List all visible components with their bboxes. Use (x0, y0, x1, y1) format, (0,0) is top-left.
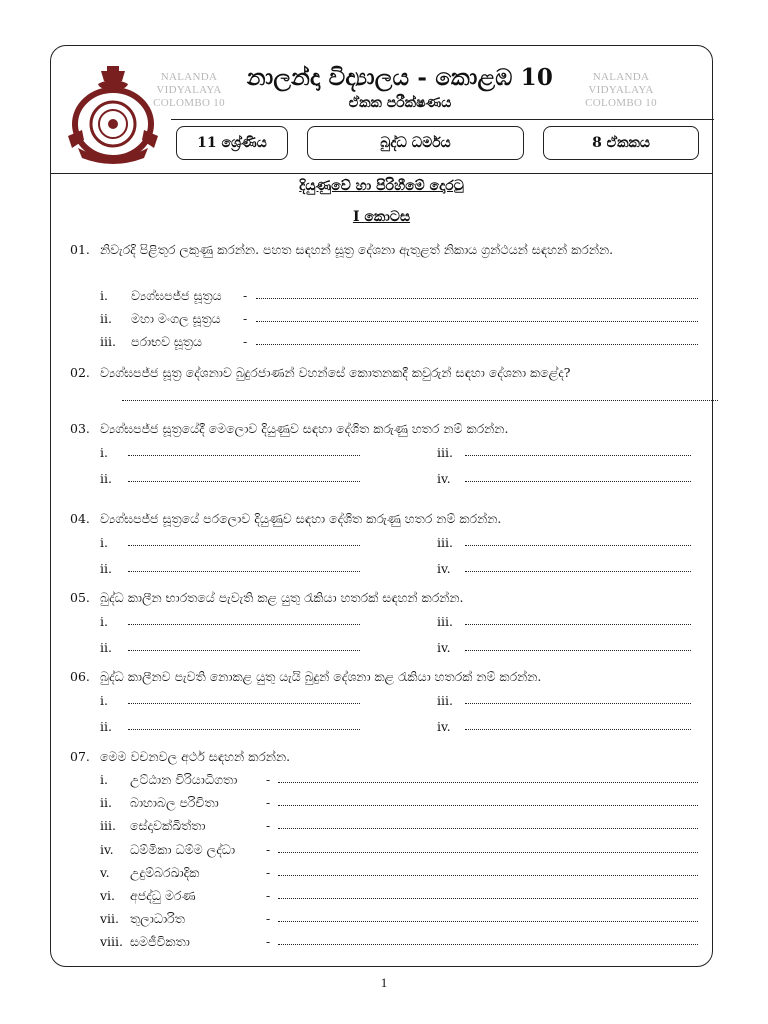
item-number: ii. (100, 795, 112, 811)
answer-blank (100, 612, 372, 632)
blank-label: iii. (437, 535, 453, 550)
answer-line[interactable] (465, 729, 691, 730)
item-label: ධම්මිකා ධම්ම ලද්ධා (130, 841, 236, 857)
question-text: නිවැරදි පිළිතුර ලකුණු කරන්න. පහත සඳහන් සූත්‍ර දේශනා ඇතුළත් නිකාය ග්‍රන්ථයන් සඳහන් කරන්න. (100, 242, 614, 257)
item-number: i. (100, 772, 108, 787)
blank-label: ii. (100, 640, 112, 655)
answer-line[interactable] (128, 650, 360, 651)
question-number: 03. (70, 421, 90, 436)
question-text: බුද්ධ කාලීනව පැවති නොකළ යුතු යැයි බුදුන් දේශනා කළ රැකියා හතරක් නම් කරන්න. (100, 669, 542, 684)
answer-line[interactable] (278, 782, 698, 783)
answer-line[interactable] (278, 944, 698, 945)
list-item (100, 793, 700, 813)
answer-line[interactable] (256, 344, 698, 345)
answer-blank (100, 559, 372, 579)
blank-label: iv. (437, 719, 451, 734)
answer-line[interactable] (465, 650, 691, 651)
answer-blank (100, 443, 372, 463)
item-label: සේදාවක්ඛිත්තා (130, 818, 206, 834)
dash-separator: - (243, 288, 248, 303)
watermark-left-line-1: NALANDA (160, 71, 218, 83)
paper-title: දියුණුවේ හා පිරිහීමේ දොරටු (299, 178, 464, 194)
answer-blank (437, 717, 703, 737)
blank-label: iv. (437, 471, 451, 486)
subject-box: බුද්ධ ධර්මය (307, 126, 524, 160)
question-text: ව්‍යග්ඝපජ්ජ සූත්‍රයේ පරලොව දියුණුව සඳහා දේශිත කරුණු හතර නම් කරන්න. (100, 511, 502, 526)
question-1 (70, 238, 700, 262)
answer-line[interactable] (465, 571, 691, 572)
question-5 (70, 587, 700, 609)
dash-separator: - (266, 841, 271, 857)
question-4 (70, 508, 700, 530)
answer-line[interactable] (465, 545, 691, 546)
answer-line[interactable] (256, 321, 698, 322)
answer-blank (437, 691, 703, 711)
answer-line[interactable] (465, 455, 691, 456)
answer-blank (437, 559, 703, 579)
item-label: අජද්ධු මරණ (130, 888, 196, 903)
question-number: 05. (70, 590, 90, 605)
page-number: 1 (380, 975, 388, 990)
blank-label: ii. (100, 561, 112, 576)
answer-line[interactable] (278, 805, 698, 806)
item-label: තුලාධාරිත (130, 911, 185, 927)
question-3 (70, 418, 700, 440)
watermark-right-line-2: VIDYALAYA (588, 84, 654, 96)
question-2 (70, 362, 700, 406)
list-item (100, 886, 700, 906)
watermark-right-line-3: COLOMBO 10 (585, 97, 657, 109)
answer-line[interactable] (128, 571, 360, 572)
answer-line[interactable] (465, 624, 691, 625)
item-number: i. (100, 288, 108, 303)
part-heading: I කොටස (352, 209, 411, 225)
answer-blank (437, 443, 703, 463)
answer-blank (100, 469, 372, 489)
answer-line[interactable] (278, 852, 698, 853)
answer-line[interactable] (122, 400, 718, 401)
list-item (100, 863, 700, 883)
unit-box: 8 ඒකකය (543, 126, 699, 160)
item-number: iii. (100, 334, 116, 349)
item-number: iv. (100, 841, 114, 857)
question-text: ව්‍යග්ඝපජ්ජ සූත්‍ර දේශනාව බුදුරජාණන් වහන්සේ කොතනකදී කවුරුන් සඳහා දේශනා කළේද? (100, 365, 571, 380)
list-item (100, 816, 700, 836)
list-item (100, 770, 700, 790)
question-number: 07. (70, 749, 90, 764)
answer-line[interactable] (256, 298, 698, 299)
dash-separator: - (266, 818, 271, 834)
blank-label: iii. (437, 614, 453, 629)
dash-separator: - (266, 772, 271, 787)
answer-blank (437, 638, 703, 658)
watermark-right-line-1: NALANDA (592, 71, 650, 83)
blank-label: iii. (437, 445, 453, 460)
blank-label: i. (100, 693, 108, 708)
item-number: ii. (100, 311, 112, 326)
question-number: 02. (70, 365, 90, 380)
item-number: viii. (100, 934, 124, 950)
school-crest-logo (63, 64, 163, 164)
answer-line[interactable] (465, 703, 691, 704)
blank-label: i. (100, 614, 108, 629)
answer-line[interactable] (128, 703, 360, 704)
dash-separator: - (243, 334, 248, 349)
exam-type: ඒකක පරීක්ෂණය (348, 95, 452, 111)
item-label: උට්ඨාන විරියාධිගතා (130, 772, 238, 787)
answer-blank (437, 469, 703, 489)
question-text: ව්‍යග්ඝපජ්ජ සූත්‍රයේදී මෙලොව දියුණුව සඳහා දේශිත කරුණු හතර නම් කරන්න. (100, 421, 509, 436)
watermark-right (571, 71, 671, 110)
paper-header (51, 46, 712, 174)
answer-line[interactable] (128, 455, 360, 456)
list-item (100, 332, 700, 352)
watermark-left (149, 71, 229, 110)
item-label: බාහාබල පරිචිතා (130, 795, 219, 811)
answer-line[interactable] (278, 875, 698, 876)
blank-label: i. (100, 535, 108, 550)
answer-blank (437, 612, 703, 632)
item-label: සමජීවිකතා (130, 934, 190, 950)
question-number: 06. (70, 669, 90, 684)
list-item (100, 286, 700, 306)
answer-blank (100, 638, 372, 658)
question-number: 04. (70, 511, 90, 526)
blank-label: ii. (100, 719, 112, 734)
question-6 (70, 666, 700, 688)
dash-separator: - (266, 934, 271, 950)
list-item (100, 909, 700, 929)
answer-line[interactable] (128, 545, 360, 546)
list-item (100, 309, 700, 329)
answer-blank (100, 717, 372, 737)
answer-line[interactable] (128, 624, 360, 625)
item-number: vi. (100, 888, 116, 903)
dash-separator: - (266, 911, 271, 927)
answer-line[interactable] (128, 729, 360, 730)
item-number: iii. (100, 818, 116, 834)
answer-line[interactable] (128, 481, 360, 482)
answer-line[interactable] (278, 898, 698, 899)
grade-box: 11 ශ්‍රේණිය (176, 126, 288, 160)
blank-label: iv. (437, 640, 451, 655)
blank-label: i. (100, 445, 108, 460)
answer-blank (100, 691, 372, 711)
watermark-left-line-2: VIDYALAYA (156, 84, 222, 96)
answer-line[interactable] (465, 481, 691, 482)
dash-separator: - (266, 864, 271, 880)
school-name: නාලන්දා විද්‍යාලය - කොළඹ 10 (246, 64, 554, 91)
blank-label: ii. (100, 471, 112, 486)
item-label: ව්‍යග්ඝපජ්ජ සූත්‍රය (131, 288, 222, 303)
item-label: පරාභව සූත්‍රය (131, 334, 203, 349)
answer-line[interactable] (278, 828, 698, 829)
item-number: v. (100, 864, 110, 880)
blank-label: iv. (437, 561, 451, 576)
dash-separator: - (266, 795, 271, 811)
header-divider (171, 119, 714, 120)
question-7 (70, 746, 700, 768)
watermark-left-line-3: COLOMBO 10 (153, 97, 225, 109)
item-label: උදුම්බරඛාදික (130, 864, 200, 880)
list-item (100, 840, 700, 860)
blank-label: iii. (437, 693, 453, 708)
answer-blank (100, 533, 372, 553)
answer-blank (437, 533, 703, 553)
item-number: vii. (100, 911, 120, 927)
question-text: මෙම වචනවල අර්ථ සඳහන් කරන්න. (100, 749, 291, 764)
dash-separator: - (243, 311, 248, 326)
item-label: මහා මංගල සූත්‍රය (131, 311, 221, 326)
list-item (100, 932, 700, 952)
question-number: 01. (70, 242, 90, 257)
exam-paper-frame (50, 45, 713, 967)
dash-separator: - (266, 888, 271, 903)
question-text: බුද්ධ කාලීන භාරතයේ පැවැති කළ යුතු රැකියා හතරක් සඳහන් කරන්න. (100, 590, 464, 605)
answer-line[interactable] (278, 921, 698, 922)
